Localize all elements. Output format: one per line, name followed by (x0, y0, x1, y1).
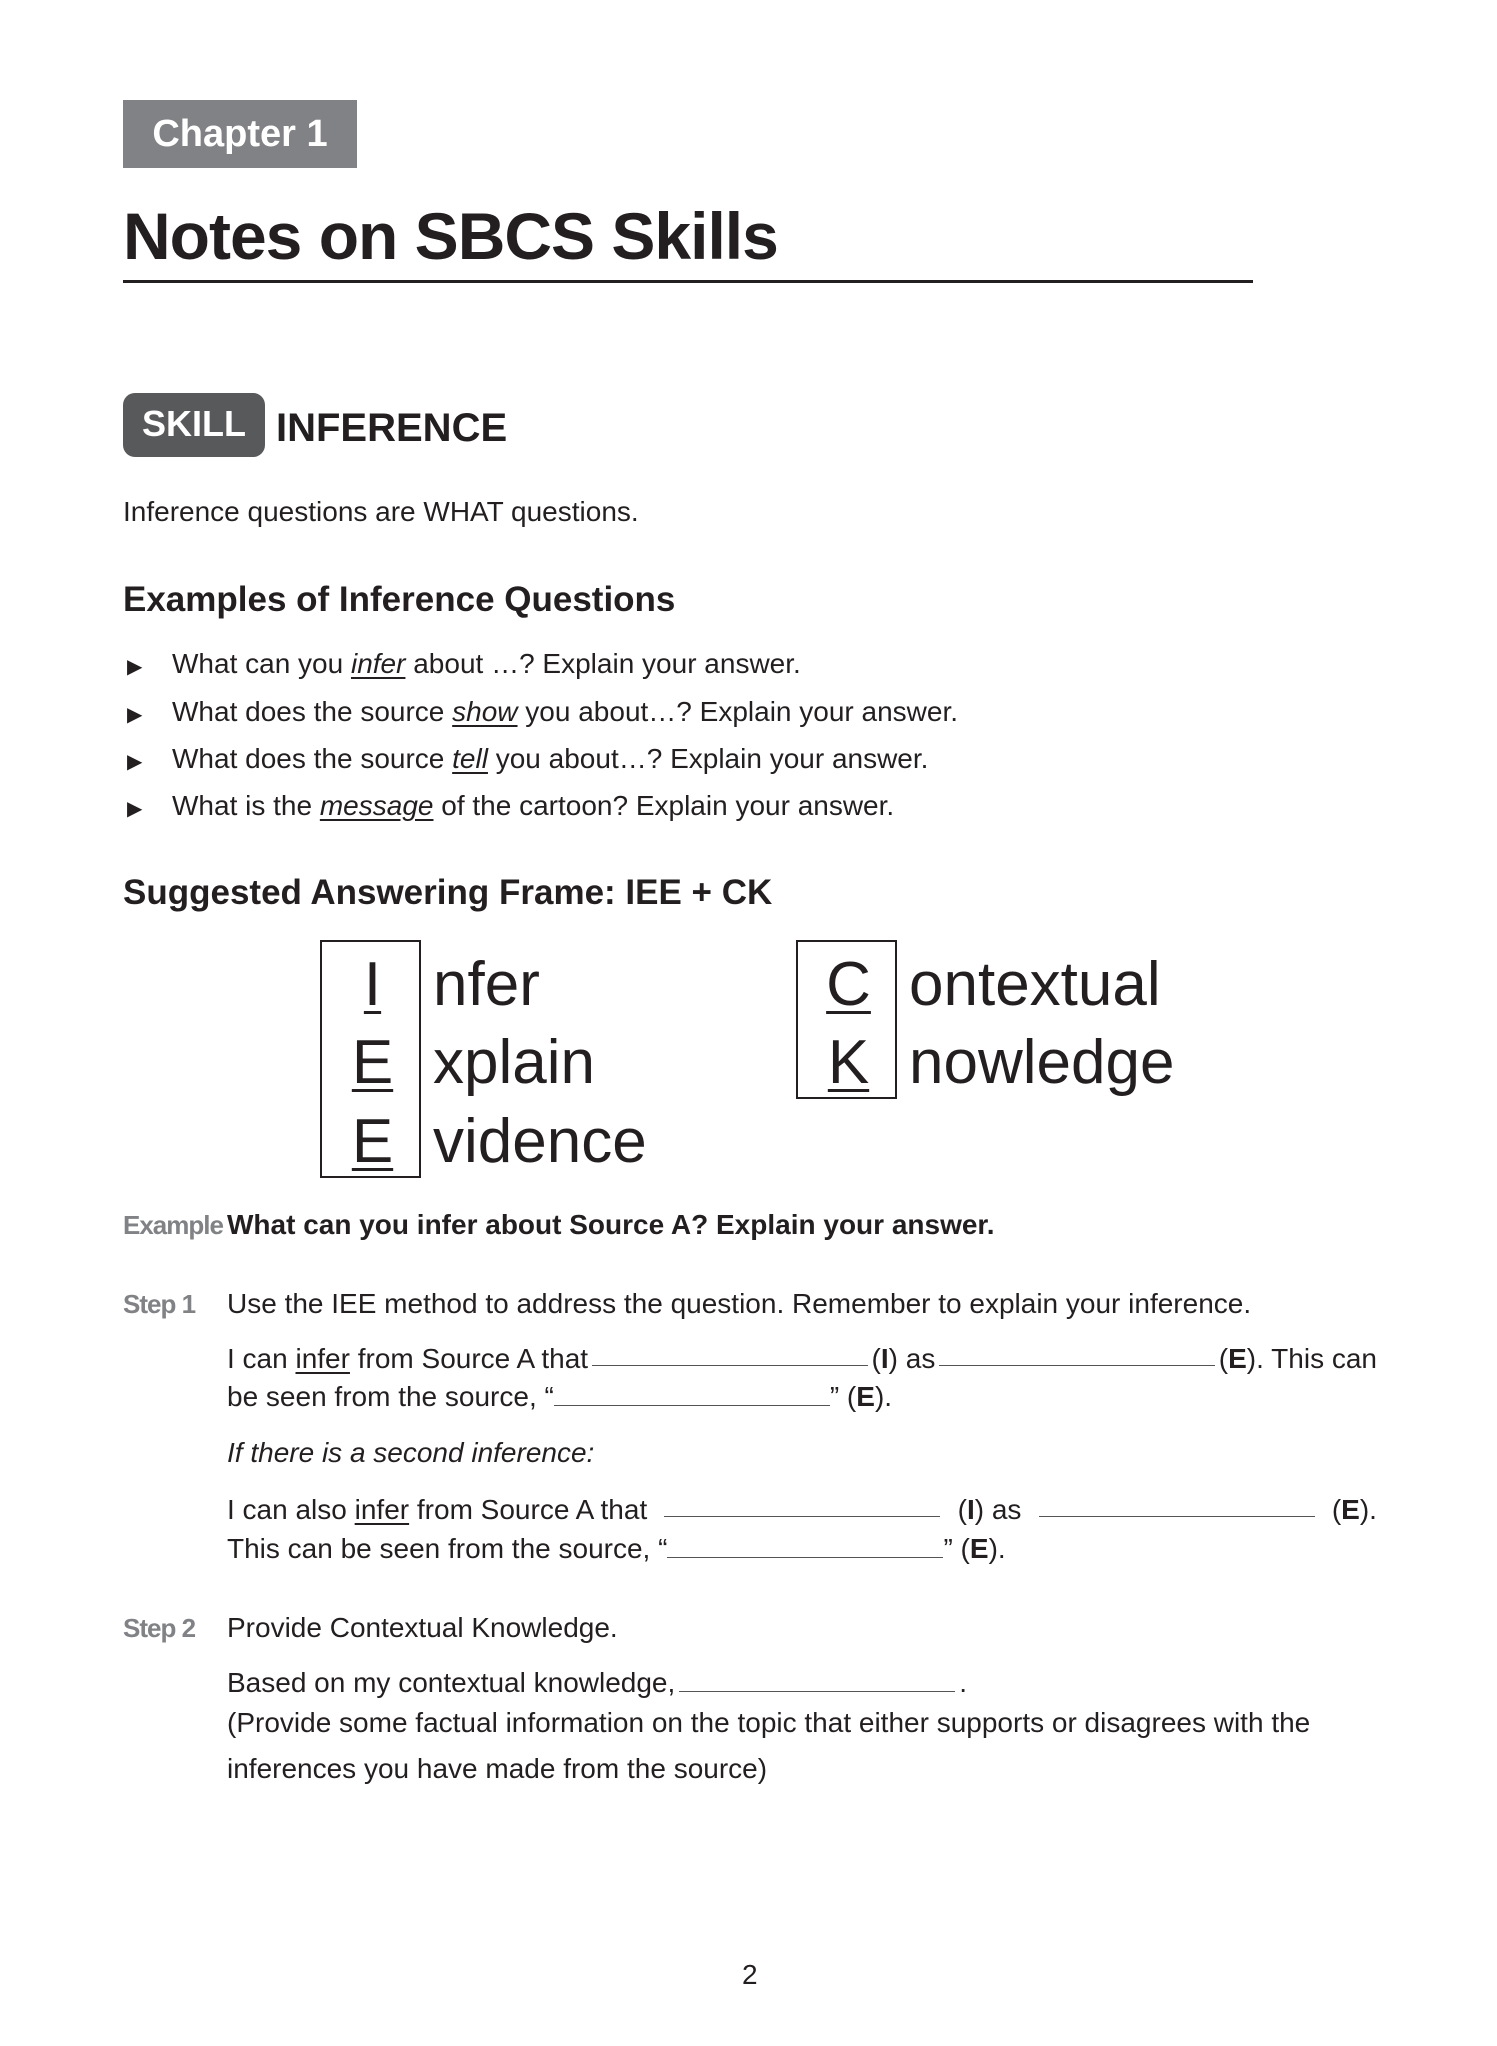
text: you about…? Explain your answer. (487, 743, 929, 774)
bullet-triangle-icon: ▶ (127, 656, 143, 678)
text: E (969, 1533, 989, 1564)
text: from Source A that (349, 1343, 589, 1374)
emphasis: message (319, 790, 434, 821)
examples-heading: Examples of Inference Questions (123, 580, 676, 619)
text: from Source A that (409, 1494, 648, 1525)
bullet-triangle-icon: ▶ (127, 798, 143, 820)
text: ( (871, 1343, 881, 1374)
text: ). (1359, 1494, 1377, 1525)
step1-instruction: Use the IEE method to address the question. Remember to explain your inference. (227, 1288, 1252, 1319)
step2-note-line2: inferences you have made from the source) (227, 1753, 768, 1784)
bullet-triangle-icon: ▶ (127, 704, 143, 726)
text: ( (1218, 1343, 1229, 1374)
second-inference-note: If there is a second inference: (227, 1437, 595, 1468)
title-rule (123, 280, 1253, 283)
step2-instruction: Provide Contextual Knowledge. (227, 1612, 618, 1643)
text: of the cartoon? Explain your answer. (433, 790, 895, 821)
answer-blank[interactable] (667, 1533, 943, 1558)
text: What does the source (172, 696, 453, 727)
step1-line1 (227, 1341, 1377, 1377)
example-label: Example (123, 1210, 223, 1240)
answer-blank[interactable] (1039, 1492, 1315, 1517)
step1-line3 (227, 1492, 1377, 1528)
answer-blank[interactable] (554, 1381, 830, 1406)
text: What can you (172, 648, 351, 679)
frame-word: vidence (433, 1107, 647, 1176)
text: ” ( (943, 1533, 970, 1564)
text: E (1228, 1343, 1247, 1374)
text: you about…? Explain your answer. (517, 696, 959, 727)
example-question: What can you infer about Source A? Explain your answer. (227, 1209, 995, 1240)
list-item (127, 741, 929, 780)
frame-word: ontextual (909, 950, 1161, 1019)
text: be seen from the source, “ (227, 1381, 554, 1412)
answer-blank[interactable] (679, 1667, 955, 1692)
text: . (959, 1667, 968, 1698)
page-title: Notes on SBCS Skills (123, 199, 778, 273)
page-number: 2 (742, 1959, 758, 1990)
text: What is the (172, 790, 320, 821)
intro-text: Inference questions are WHAT questions. (123, 496, 639, 527)
frame-letter: C (826, 950, 871, 1019)
frame-letter: E (351, 1107, 394, 1176)
frame-letter: E (351, 1028, 394, 1097)
step2-line1 (227, 1665, 967, 1701)
text: I can (227, 1343, 296, 1374)
text: I (880, 1343, 889, 1374)
text: This can be seen from the source, “ (227, 1533, 668, 1564)
frame-letter: I (363, 950, 382, 1019)
list-item (127, 646, 801, 685)
frame-letter: K (827, 1028, 870, 1097)
text: Based on my contextual knowledge, (227, 1667, 676, 1698)
text: ) as (974, 1494, 1022, 1525)
infer-underlined: infer (295, 1343, 350, 1374)
text: about …? Explain your answer. (405, 648, 801, 679)
emphasis: infer (350, 648, 406, 679)
skill-badge: SKILL (123, 393, 265, 457)
bullet-triangle-icon: ▶ (127, 751, 143, 773)
step1-line4 (227, 1531, 1006, 1567)
text: ). (874, 1381, 893, 1412)
answer-blank[interactable] (939, 1341, 1214, 1366)
skill-name: INFERENCE (276, 406, 508, 450)
answer-blank[interactable] (592, 1341, 867, 1366)
chapter-label: Chapter 1 (123, 100, 357, 168)
text: ) as (888, 1343, 936, 1374)
emphasis: tell (452, 743, 488, 774)
text: I can also (227, 1494, 355, 1525)
step1-line2 (227, 1379, 892, 1415)
answer-blank[interactable] (664, 1492, 940, 1517)
text: ( (957, 1494, 967, 1525)
step2-label: Step 2 (123, 1613, 196, 1643)
text: ” ( (829, 1381, 857, 1412)
text: ). (988, 1533, 1006, 1564)
step1-label: Step 1 (123, 1289, 196, 1319)
infer-underlined: infer (354, 1494, 410, 1525)
frame-heading: Suggested Answering Frame: IEE + CK (123, 873, 773, 912)
list-item (127, 694, 959, 733)
text: ). This can (1246, 1343, 1377, 1374)
frame-word: nfer (433, 950, 540, 1019)
text: What does the source (172, 743, 453, 774)
text: E (856, 1381, 875, 1412)
text: ( (1331, 1494, 1342, 1525)
emphasis: show (452, 696, 518, 727)
frame-word: nowledge (909, 1028, 1175, 1097)
frame-word: xplain (433, 1028, 595, 1097)
list-item (127, 788, 895, 827)
step2-note-line1: (Provide some factual information on the topic that either supports or disagrees with the (227, 1707, 1311, 1738)
text: E (1341, 1494, 1360, 1525)
text: I (966, 1494, 975, 1525)
